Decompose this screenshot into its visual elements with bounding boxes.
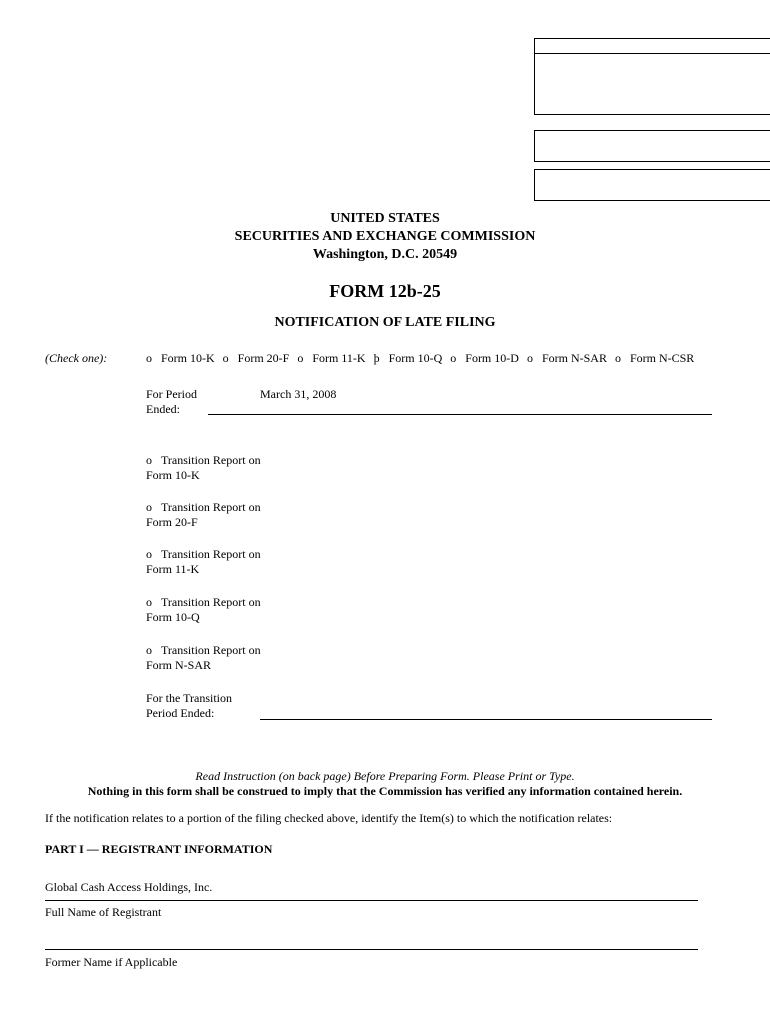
transition-report-item[interactable] — [146, 547, 261, 577]
period-label-line1: For Period — [146, 387, 197, 401]
registrant-name-label: Full Name of Registrant — [45, 905, 162, 919]
transition-label-line1: Transition Report on — [161, 453, 261, 467]
header-box-bottom — [534, 169, 770, 201]
portion-note: If the notification relates to a portion of the filing checked above, identify the Item(s) to which the notification relates: — [45, 811, 613, 825]
checkbox-icon: o — [146, 643, 152, 657]
disclaimer-text: Nothing in this form shall be construed to imply that the Commission has verified any information contained herein. — [87, 784, 683, 798]
checkbox-icon: o — [146, 453, 152, 467]
transition-label-line1: Transition Report on — [161, 643, 261, 657]
form-type-options — [146, 351, 746, 366]
form-option[interactable] — [450, 351, 519, 366]
checkbox-icon: o — [222, 351, 229, 365]
form-option-label: Form 11-K — [312, 351, 366, 365]
transition-period-label-line1: For the Transition — [146, 691, 233, 705]
transition-label-line1: Transition Report on — [161, 500, 261, 514]
header-agency-country: UNITED STATES — [330, 211, 440, 226]
period-value[interactable]: March 31, 2008 — [260, 387, 337, 401]
transition-period-label-line2: Period Ended: — [146, 706, 215, 720]
checkbox-icon: o — [450, 351, 457, 365]
form-option-label: Form 20-F — [237, 351, 290, 365]
checkbox-icon: þ — [373, 351, 380, 365]
form-option-label: Form N-SAR — [541, 351, 607, 365]
check-one-label: (Check one): — [45, 351, 108, 365]
period-label-line2: Ended: — [146, 402, 180, 416]
registrant-name-value[interactable]: Global Cash Access Holdings, Inc. — [45, 880, 213, 894]
transition-report-item[interactable] — [146, 453, 261, 483]
header-box-top — [534, 38, 770, 54]
form-option[interactable] — [374, 351, 443, 366]
transition-label-line2: Form 10-K — [146, 468, 200, 482]
part1-heading: PART I — REGISTRANT INFORMATION — [45, 842, 273, 856]
transition-report-item[interactable] — [146, 643, 261, 673]
transition-label-line2: Form N-SAR — [146, 658, 212, 672]
form-option[interactable] — [297, 351, 365, 366]
form-option[interactable] — [615, 351, 694, 366]
transition-report-item[interactable] — [146, 595, 261, 625]
checkbox-icon: o — [526, 351, 533, 365]
checkbox-icon: o — [146, 547, 152, 561]
registrant-name-underline — [45, 900, 698, 901]
header-box-large — [534, 53, 770, 115]
form-subtitle: NOTIFICATION OF LATE FILING — [274, 315, 496, 330]
former-name-label: Former Name if Applicable — [45, 955, 178, 969]
form-option-label: Form 10-Q — [388, 351, 443, 365]
form-option[interactable] — [223, 351, 290, 366]
header-agency-name: SECURITIES AND EXCHANGE COMMISSION — [234, 229, 536, 244]
transition-report-item[interactable] — [146, 500, 261, 530]
transition-period-underline[interactable] — [260, 719, 712, 720]
transition-label-line2: Form 10-Q — [146, 610, 200, 624]
form-option[interactable] — [146, 351, 215, 366]
form-option-label: Form N-CSR — [629, 351, 695, 365]
former-name-underline[interactable] — [45, 949, 698, 950]
form-option[interactable] — [527, 351, 607, 366]
checkbox-icon: o — [146, 351, 152, 365]
transition-label-line1: Transition Report on — [161, 595, 261, 609]
transition-period-label — [146, 691, 232, 721]
checkbox-icon: o — [297, 351, 304, 365]
header-box-middle — [534, 130, 770, 162]
header-agency-address: Washington, D.C. 20549 — [312, 247, 458, 262]
period-label — [146, 387, 197, 417]
transition-label-line2: Form 11-K — [146, 562, 200, 576]
checkbox-icon: o — [146, 500, 152, 514]
form-option-label: Form 10-K — [161, 351, 215, 365]
form-title: FORM 12b-25 — [329, 281, 441, 301]
instructions-text: Read Instruction (on back page) Before Preparing Form. Please Print or Type. — [195, 769, 575, 783]
checkbox-icon: o — [614, 351, 621, 365]
transition-label-line2: Form 20-F — [146, 515, 198, 529]
period-underline — [208, 414, 712, 415]
form-option-label: Form 10-D — [465, 351, 519, 365]
transition-label-line1: Transition Report on — [161, 547, 261, 561]
checkbox-icon: o — [146, 595, 152, 609]
